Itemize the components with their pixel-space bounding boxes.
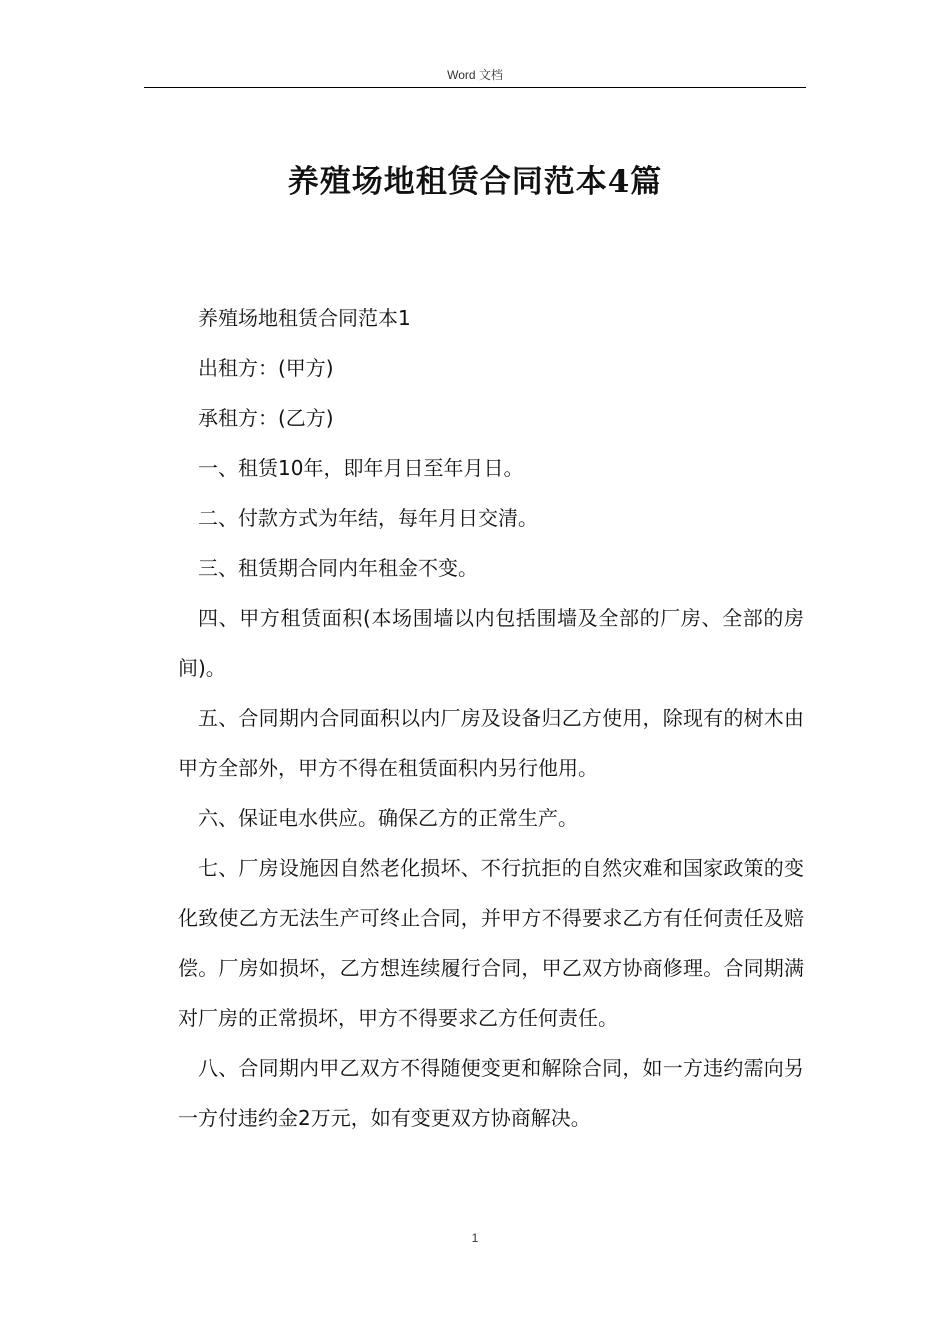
- paragraph-clause-3: 三、租赁期合同内年租金不变。: [198, 556, 478, 580]
- paragraph-contract-heading: 养殖场地租赁合同范本1: [198, 306, 411, 330]
- document-title: 养殖场地租赁合同范本4篇: [287, 164, 663, 200]
- paragraph-clause-4: 四、甲方租赁面积(本场围墙以内包括围墙及全部的厂房、全部的房间)。: [178, 606, 804, 680]
- document-body: [178, 293, 804, 1143]
- paragraph-clause-6: 六、保证电水供应。确保乙方的正常生产。: [198, 806, 578, 830]
- page-number: 1: [471, 1231, 479, 1245]
- paragraph-clause-1: 一、租赁10年，即年月日至年月日。: [198, 456, 524, 480]
- paragraph-lessee: 承租方：(乙方): [198, 406, 334, 430]
- page-header: Word 文档: [447, 68, 503, 82]
- paragraph-lessor: 出租方：(甲方): [198, 356, 334, 380]
- paragraph-clause-7: 七、厂房设施因自然老化损坏、不行抗拒的自然灾难和国家政策的变化致使乙方无法生产可终止合同，并甲方不得要求乙方有任何责任及赔偿。厂房如损坏，乙方想连续履行合同，甲乙双方协商修理。合同期满对厂房的正常损坏，甲方不得要求乙方任何责任。: [178, 856, 804, 1030]
- paragraph-clause-2: 二、付款方式为年结，每年月日交清。: [198, 506, 538, 530]
- paragraph-clause-5: 五、合同期内合同面积以内厂房及设备归乙方使用，除现有的树木由甲方全部外，甲方不得在租赁面积内另行他用。: [178, 706, 804, 780]
- paragraph-clause-8: 八、合同期内甲乙双方不得随便变更和解除合同，如一方违约需向另一方付违约金2万元，如有变更双方协商解决。: [178, 1056, 804, 1130]
- header-divider: [144, 87, 806, 88]
